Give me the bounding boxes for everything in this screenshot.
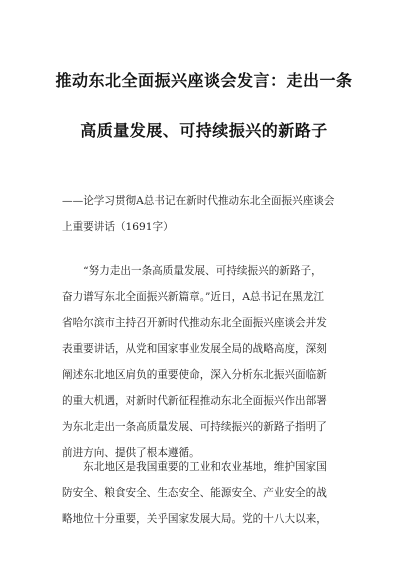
paragraph-line: 为东北走出一条高质量发展、可持续振兴的新路子指明了 [62, 421, 327, 433]
title-line-1: 推动东北全面振兴座谈会发言：走出一条 [55, 71, 353, 90]
paragraph-line: 东北地区是我国重要的工业和农业基地，维护国家国 [62, 461, 327, 473]
paragraph-line: 省哈尔滨市主持召开新时代推动东北全面振兴座谈会并发 [62, 317, 327, 329]
paragraph-line: 前进方向、提供了根本遵循。 [62, 447, 200, 459]
body-paragraph-1 [62, 258, 352, 466]
paragraph-line: 表重要讲话，从党和国家事业发展全局的战略高度，深刻 [62, 343, 327, 355]
paragraph-line: 略地位十分重要，关乎国家发展大局。党的十八大以来， [62, 513, 327, 525]
paragraph-line: 的重大机遇，对新时代新征程推动东北全面振兴作出部署 [62, 395, 327, 407]
subtitle-line: ——论学习贯彻A总书记在新时代推动东北全面振兴座谈会 [62, 195, 335, 207]
subtitle-line: 上重要讲话（1691字） [62, 221, 174, 233]
title-line-2: 高质量发展、可持续振兴的新路子 [80, 121, 328, 140]
paragraph-line: 奋力谱写东北全面振兴新篇章。”近日，A总书记在黑龙江 [62, 291, 325, 303]
paragraph-line: “努力走出一条高质量发展、可持续振兴的新路子， [62, 265, 322, 277]
paragraph-line: 阐述东北地区肩负的重要使命，深入分析东北振兴面临新 [62, 369, 327, 381]
paragraph-line: 防安全、粮食安全、生态安全、能源安全、产业安全的战 [62, 487, 327, 499]
body-paragraph-2 [62, 454, 352, 532]
subtitle [62, 188, 352, 240]
